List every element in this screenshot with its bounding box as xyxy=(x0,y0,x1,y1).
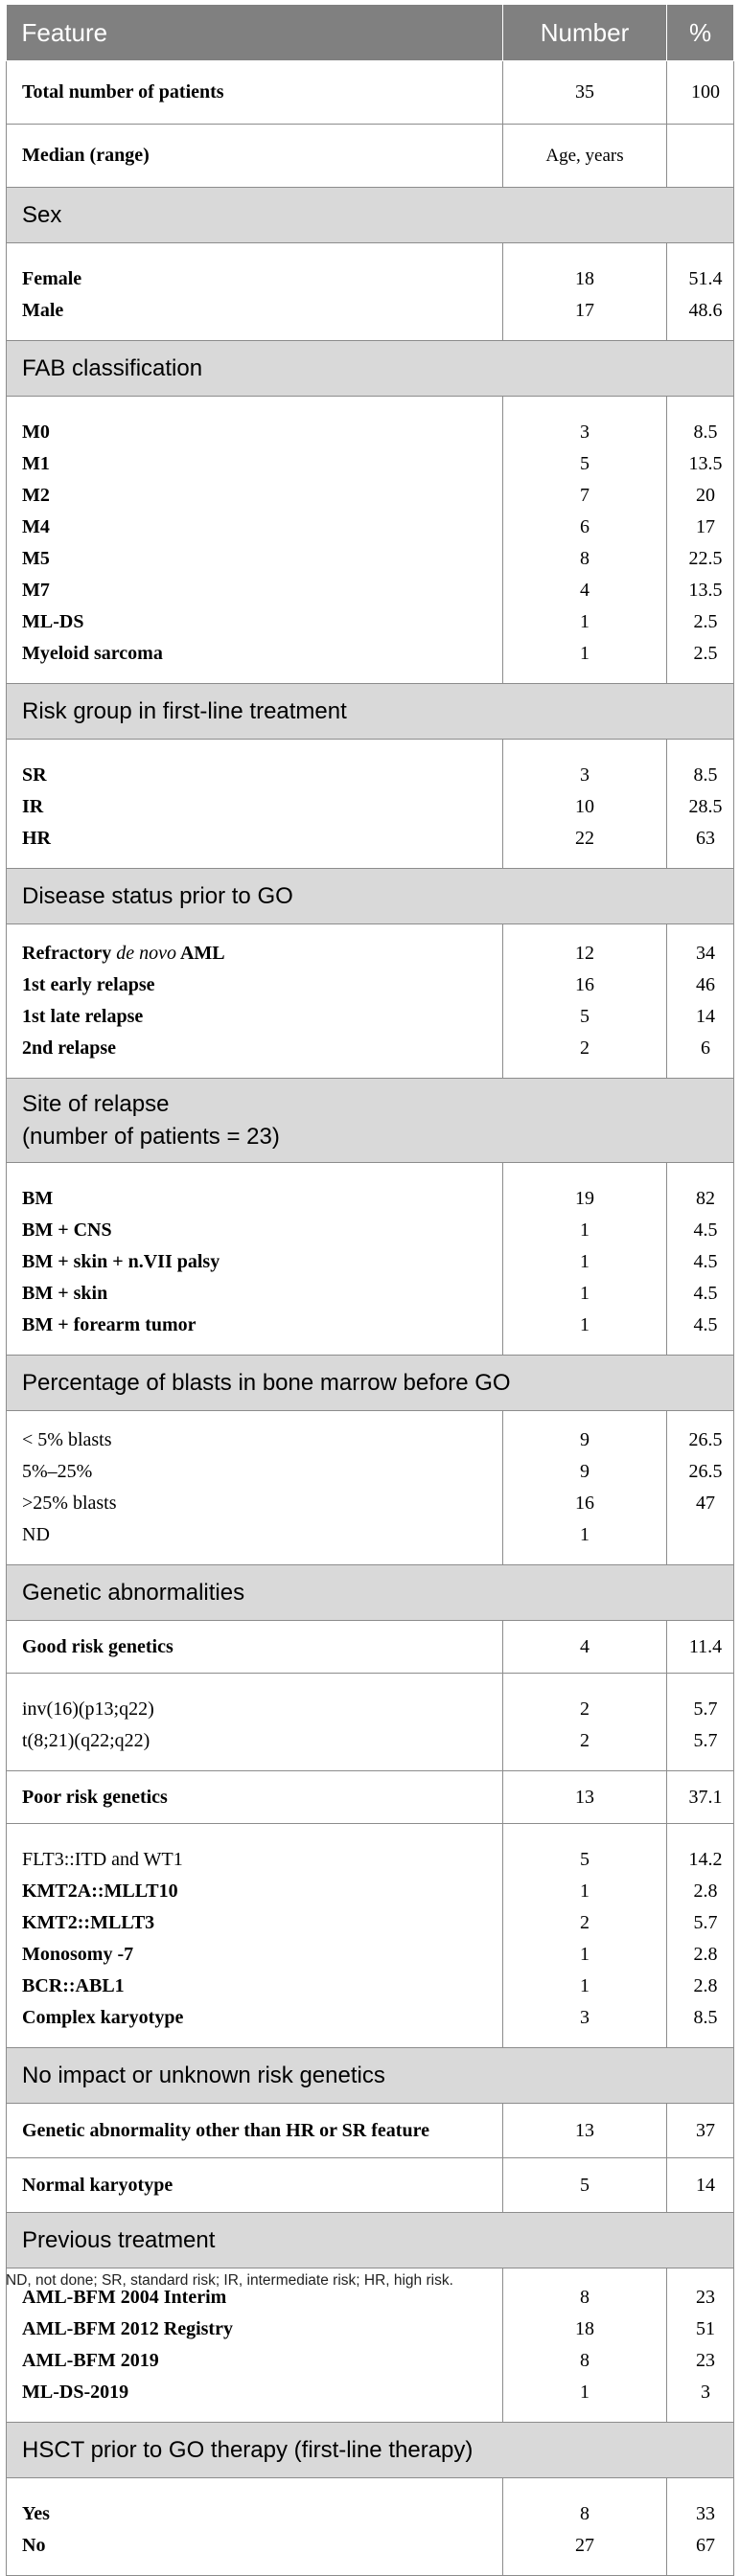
other-abnormality-percent: 37 xyxy=(667,2104,734,2158)
section-subtitle: (number of patients = 23) xyxy=(22,1123,280,1150)
list-item: BM xyxy=(22,1188,54,1209)
list-item: 1st late relapse xyxy=(22,1006,144,1027)
list-item-number: 5 xyxy=(580,1849,590,1870)
list-item-percent: 2.8 xyxy=(693,1944,718,1965)
list-item: No xyxy=(22,2535,46,2556)
normal-karyotype-percent: 14 xyxy=(667,2158,734,2213)
list-item-percent: 28.5 xyxy=(688,796,723,817)
list-item-percent: 13.5 xyxy=(688,580,723,601)
list-item-number: 1 xyxy=(580,1283,590,1304)
list-item: M2 xyxy=(22,485,50,506)
sex-block xyxy=(7,243,734,341)
good-risk-number: 4 xyxy=(503,1621,667,1674)
list-item: inv(16)(p13;q22) xyxy=(22,1698,154,1720)
list-item-number: 18 xyxy=(575,2318,594,2339)
list-item-number: 1 xyxy=(580,611,590,632)
list-item-percent: 2.5 xyxy=(693,643,718,664)
normal-karyotype-row xyxy=(7,2158,734,2213)
poor-risk-label: Poor risk genetics xyxy=(7,1771,503,1824)
table-header-row xyxy=(7,5,734,61)
list-item: t(8;21)(q22;q22) xyxy=(22,1730,150,1751)
section-blasts xyxy=(7,1356,734,1411)
list-item-percent xyxy=(679,1519,732,1551)
good-risk-row xyxy=(7,1621,734,1674)
total-percent: 100 xyxy=(667,61,734,125)
list-item-percent: 67 xyxy=(696,2535,715,2556)
data-table-wrapper xyxy=(6,4,733,2576)
good-risk-label: Good risk genetics xyxy=(7,1621,503,1674)
status-block xyxy=(7,924,734,1079)
list-item-percent: 34 xyxy=(696,943,715,964)
list-item: Complex karyotype xyxy=(22,2007,184,2028)
list-item-percent: 14 xyxy=(696,1006,715,1027)
median-value: Age, years xyxy=(503,125,667,188)
section-title: HSCT prior to GO therapy (first-line therapy) xyxy=(7,2423,734,2478)
section-disease-status xyxy=(7,869,734,924)
list-item-number: 3 xyxy=(580,2007,590,2028)
list-item: M5 xyxy=(22,548,50,569)
list-item: Refractory de novo AML xyxy=(22,943,225,964)
list-item-percent: 5.7 xyxy=(693,1912,718,1933)
median-row xyxy=(7,125,734,188)
list-item-percent: 14.2 xyxy=(688,1849,723,1870)
list-item-percent: 4.5 xyxy=(693,1251,718,1272)
list-item-percent: 48.6 xyxy=(688,300,723,321)
list-item-number: 5 xyxy=(580,453,590,474)
list-item-percent: 23 xyxy=(696,2350,715,2371)
list-item-number: 1 xyxy=(580,643,590,664)
list-item-percent: 4.5 xyxy=(693,1314,718,1335)
list-item: ND xyxy=(22,1524,50,1545)
list-item-percent: 26.5 xyxy=(688,1461,723,1482)
blasts-block xyxy=(7,1411,734,1565)
list-item-percent: 17 xyxy=(696,516,715,537)
list-item-number: 1 xyxy=(580,1975,590,1996)
list-item-number: 16 xyxy=(575,1493,594,1514)
list-item-percent: 63 xyxy=(696,828,715,849)
list-item-percent: 46 xyxy=(696,974,715,995)
list-item-number: 16 xyxy=(575,974,594,995)
header-feature: Feature xyxy=(7,5,503,61)
other-abnormality-row xyxy=(7,2104,734,2158)
list-item-number: 18 xyxy=(575,268,594,289)
poor-risk-row xyxy=(7,1771,734,1824)
section-site-of-relapse xyxy=(7,1079,734,1163)
list-item: >25% blasts xyxy=(22,1493,117,1514)
list-item: M1 xyxy=(22,453,50,474)
list-item-percent: 8.5 xyxy=(693,422,718,443)
list-item-number: 8 xyxy=(580,2503,590,2524)
other-abnormality-label: Genetic abnormality other than HR or SR feature xyxy=(7,2104,503,2158)
list-item-number: 1 xyxy=(580,1524,590,1545)
list-item-number: 8 xyxy=(580,548,590,569)
list-item-number: 27 xyxy=(575,2535,594,2556)
list-item: M7 xyxy=(22,580,50,601)
list-item-number: 5 xyxy=(580,1006,590,1027)
list-item-percent: 47 xyxy=(696,1493,715,1514)
median-percent xyxy=(667,125,734,188)
total-row xyxy=(7,61,734,125)
list-item: FLT3::ITD and WT1 xyxy=(22,1849,183,1870)
list-item-number: 10 xyxy=(575,796,594,817)
list-item-percent: 20 xyxy=(696,485,715,506)
section-title: FAB classification xyxy=(7,341,734,397)
median-label: Median (range) xyxy=(7,125,503,188)
section-title: Sex xyxy=(7,188,734,243)
header-number: Number xyxy=(503,5,667,61)
list-item-percent: 51 xyxy=(696,2318,715,2339)
list-item-number: 2 xyxy=(580,1037,590,1059)
section-title: No impact or unknown risk genetics xyxy=(7,2048,734,2104)
list-item: 2nd relapse xyxy=(22,1037,116,1059)
list-item-number: 3 xyxy=(580,422,590,443)
list-item: AML-BFM 2012 Registry xyxy=(22,2318,233,2339)
list-item-percent: 26.5 xyxy=(688,1429,723,1450)
list-item: M0 xyxy=(22,422,50,443)
section-title: Percentage of blasts in bone marrow before GO xyxy=(7,1356,734,1411)
list-item: KMT2::MLLT3 xyxy=(22,1912,155,1933)
list-item-percent: 2.8 xyxy=(693,1975,718,1996)
list-item: M4 xyxy=(22,516,50,537)
list-item-number: 3 xyxy=(580,764,590,786)
list-item: Female xyxy=(22,268,82,289)
list-item: 1st early relapse xyxy=(22,974,155,995)
list-item: Myeloid sarcoma xyxy=(22,643,163,664)
list-item-number: 17 xyxy=(575,300,594,321)
list-item-percent: 2.8 xyxy=(693,1881,718,1902)
hsct-block xyxy=(7,2478,734,2576)
list-item: ML-DS xyxy=(22,611,84,632)
list-item-number: 22 xyxy=(575,828,594,849)
list-item-number: 9 xyxy=(580,1461,590,1482)
section-sex xyxy=(7,188,734,243)
list-item-percent: 5.7 xyxy=(693,1730,718,1751)
list-item-percent: 8.5 xyxy=(693,2007,718,2028)
total-label: Total number of patients xyxy=(7,61,503,125)
good-risk-block xyxy=(7,1674,734,1771)
poor-risk-percent: 37.1 xyxy=(667,1771,734,1824)
list-item: BM + skin xyxy=(22,1283,108,1304)
list-item-number: 9 xyxy=(580,1429,590,1450)
list-item: < 5% blasts xyxy=(22,1429,112,1450)
table-footnote: ND, not done; SR, standard risk; IR, intermediate risk; HR, high risk. xyxy=(6,2272,453,2289)
list-item-number: 19 xyxy=(575,1188,594,1209)
list-item-number: 1 xyxy=(580,1220,590,1241)
list-item-percent: 6 xyxy=(701,1037,710,1059)
list-item-percent: 51.4 xyxy=(688,268,723,289)
poor-risk-block xyxy=(7,1824,734,2048)
list-item-number: 1 xyxy=(580,1251,590,1272)
section-title: Disease status prior to GO xyxy=(7,869,734,924)
list-item: 5%–25% xyxy=(22,1461,93,1482)
normal-karyotype-label: Normal karyotype xyxy=(7,2158,503,2213)
site-block xyxy=(7,1163,734,1356)
list-item-number: 7 xyxy=(580,485,590,506)
list-item: AML-BFM 2019 xyxy=(22,2350,159,2371)
list-item-number: 2 xyxy=(580,1730,590,1751)
section-genetic-abnormalities xyxy=(7,1565,734,1621)
list-item-number: 6 xyxy=(580,516,590,537)
list-item-percent: 8.5 xyxy=(693,764,718,786)
list-item-percent: 82 xyxy=(696,1188,715,1209)
normal-karyotype-number: 5 xyxy=(503,2158,667,2213)
list-item: SR xyxy=(22,764,47,786)
list-item-percent: 4.5 xyxy=(693,1283,718,1304)
list-item-percent: 22.5 xyxy=(688,548,723,569)
patient-characteristics-table xyxy=(6,4,734,2576)
previous-treatment-block xyxy=(7,2268,734,2423)
list-item: IR xyxy=(22,796,44,817)
list-item-number: 2 xyxy=(580,1698,590,1720)
list-item: BM + forearm tumor xyxy=(22,1314,197,1335)
list-item-number: 8 xyxy=(580,2350,590,2371)
section-title: Previous treatment xyxy=(7,2213,734,2268)
list-item: Monosomy -7 xyxy=(22,1944,134,1965)
section-fab xyxy=(7,341,734,397)
list-item: Yes xyxy=(22,2503,50,2524)
list-item-number: 1 xyxy=(580,1881,590,1902)
list-item: AML-BFM 2004 Interim xyxy=(22,2287,227,2308)
section-title: Risk group in first-line treatment xyxy=(7,684,734,740)
list-item-percent: 4.5 xyxy=(693,1220,718,1241)
list-item-percent: 5.7 xyxy=(693,1698,718,1720)
fab-block xyxy=(7,397,734,684)
other-abnormality-number: 13 xyxy=(503,2104,667,2158)
header-percent: % xyxy=(667,5,734,61)
risk-block xyxy=(7,740,734,869)
list-item: BCR::ABL1 xyxy=(22,1975,125,1996)
list-item-percent: 23 xyxy=(696,2287,715,2308)
list-item: BM + skin + n.VII palsy xyxy=(22,1251,220,1272)
list-item-number: 1 xyxy=(580,1944,590,1965)
list-item-number: 1 xyxy=(580,2382,590,2403)
list-item: HR xyxy=(22,828,51,849)
list-item-percent: 13.5 xyxy=(688,453,723,474)
section-title: Site of relapse xyxy=(22,1090,170,1117)
section-hsct xyxy=(7,2423,734,2478)
list-item-percent: 3 xyxy=(701,2382,710,2403)
list-item-number: 12 xyxy=(575,943,594,964)
list-item-percent: 33 xyxy=(696,2503,715,2524)
list-item-number: 8 xyxy=(580,2287,590,2308)
list-item: Male xyxy=(22,300,64,321)
section-risk-group xyxy=(7,684,734,740)
section-previous-treatment xyxy=(7,2213,734,2268)
list-item: ML-DS-2019 xyxy=(22,2382,129,2403)
list-item-number: 1 xyxy=(580,1314,590,1335)
list-item: KMT2A::MLLT10 xyxy=(22,1881,178,1902)
section-no-impact-genetics xyxy=(7,2048,734,2104)
section-title: Genetic abnormalities xyxy=(7,1565,734,1621)
list-item: BM + CNS xyxy=(22,1220,112,1241)
poor-risk-number: 13 xyxy=(503,1771,667,1824)
list-item-number: 2 xyxy=(580,1912,590,1933)
total-number: 35 xyxy=(503,61,667,125)
good-risk-percent: 11.4 xyxy=(667,1621,734,1674)
list-item-percent: 2.5 xyxy=(693,611,718,632)
list-item-number: 4 xyxy=(580,580,590,601)
